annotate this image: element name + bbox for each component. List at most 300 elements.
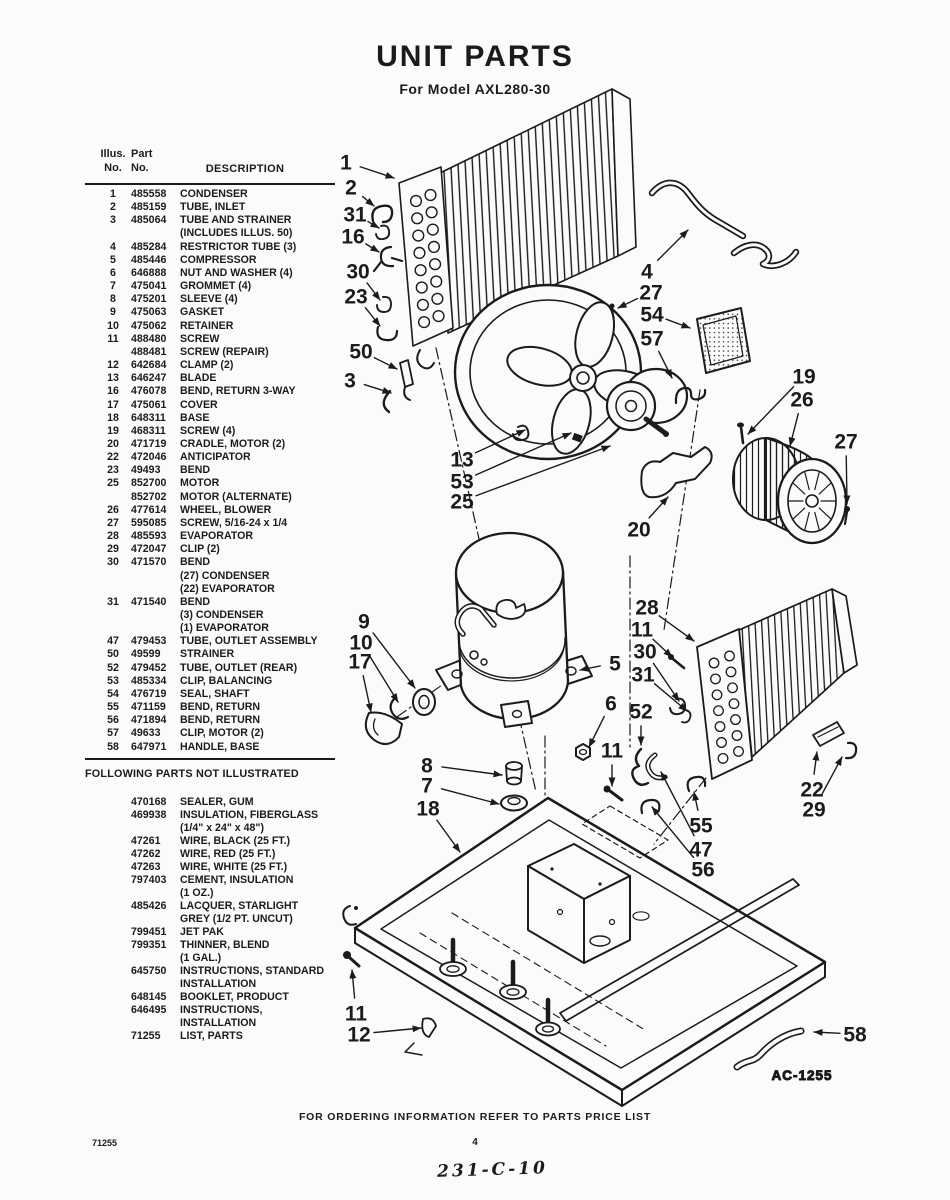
callout-50: 50: [349, 340, 373, 364]
callout-56: 56: [691, 858, 715, 882]
table-row: [85, 385, 345, 398]
table-row: [85, 491, 345, 504]
cell-illus-no: 47: [107, 635, 119, 648]
cell-description: BEND, RETURN 3-WAY: [180, 385, 296, 398]
col-header-illus-no: No.: [104, 162, 122, 174]
cell-description: TUBE, INLET: [180, 201, 246, 214]
illustrated-parts-rows: [85, 188, 345, 754]
cell-part-no: 485334: [131, 674, 167, 687]
cell-description: GASKET: [180, 306, 225, 319]
table-row: [85, 1030, 345, 1043]
table-row: [85, 517, 345, 530]
cell-part-no: 488480: [131, 332, 167, 345]
callout-4-leader: [658, 230, 688, 260]
cell-part-no: 647971: [131, 740, 167, 753]
cell-description: COMPRESSOR: [180, 253, 257, 266]
cell-description: BEND, RETURN: [180, 701, 261, 714]
callout-8-leader: [442, 767, 502, 775]
shaft-seal: [697, 308, 750, 373]
cell-description: COVER: [180, 398, 218, 411]
callout-11-leader: [352, 970, 355, 998]
cell-description: RETAINER: [180, 319, 234, 332]
callout-18-leader: [437, 820, 460, 852]
cell-illus-no: [95, 1004, 131, 1017]
cell-description: STRAINER: [180, 648, 235, 661]
callout-30-leader: [367, 283, 380, 300]
page-subtitle: For Model AXL280-30: [399, 81, 551, 97]
callout-30: 30: [346, 260, 370, 284]
cell-part-no: 485446: [131, 253, 167, 266]
cell-description: ANTICIPATOR: [180, 451, 251, 464]
cell-part-no: 475062: [131, 319, 167, 332]
table-row: [85, 320, 345, 333]
cell-description: BEND: [180, 595, 211, 608]
cell-part-no: 472046: [131, 451, 167, 464]
callout-19: 19: [792, 365, 816, 389]
cell-part-no: 469938: [131, 809, 167, 821]
callout-31: 31: [343, 203, 367, 227]
table-row: [85, 583, 345, 596]
table-row: [85, 464, 345, 477]
cell-description: BOOKLET, PRODUCT: [180, 991, 289, 1003]
table-row: [85, 556, 345, 569]
callout-22-leader: [814, 752, 817, 774]
table-row: [85, 861, 345, 874]
cell-part-no: [131, 887, 180, 900]
cell-part-no: 71255: [131, 1030, 161, 1042]
cover-gasket-retainer: [366, 689, 435, 744]
cell-description: INSTRUCTIONS, STANDARD: [180, 965, 324, 977]
table-row: [85, 1004, 345, 1017]
callout-55-leader: [694, 792, 698, 810]
callout-26-leader: [790, 414, 798, 446]
cell-part-no: 47263: [131, 861, 161, 873]
cell-part-no: 475063: [131, 306, 167, 319]
cell-description: EVAPORATOR: [180, 530, 253, 543]
cell-part-no: 477614: [131, 503, 167, 516]
callout-52: 52: [629, 700, 653, 724]
clamp-part: [422, 1018, 436, 1037]
cell-illus-no: [95, 939, 131, 952]
cell-part-no: 799451: [131, 926, 167, 938]
cell-part-no: 471159: [131, 701, 166, 714]
cell-illus-no: 27: [107, 516, 119, 529]
cell-description: WHEEL, BLOWER: [180, 503, 272, 516]
callout-30-leader: [653, 663, 679, 701]
cell-illus-no: [95, 570, 131, 583]
callout-6: 6: [605, 692, 617, 716]
cell-illus-no: 3: [110, 214, 116, 227]
callout-17-leader: [363, 676, 371, 712]
table-row: [85, 952, 345, 965]
table-row: [85, 727, 345, 740]
table-rule-top: [85, 183, 335, 185]
table-row: [85, 887, 345, 900]
figure-code: AC-1255: [771, 1068, 833, 1083]
cell-part-no: 475061: [131, 398, 167, 411]
restrictor-tubes: [652, 183, 796, 266]
cell-description: (1 GAL.): [180, 952, 222, 964]
cell-part-no: 799351: [131, 939, 167, 951]
cell-part-no: 485064: [131, 214, 167, 227]
callout-20: 20: [627, 518, 651, 542]
cell-part-no: 642684: [131, 359, 167, 372]
callout-7-leader: [442, 789, 499, 804]
table-row: [85, 359, 345, 372]
cell-description: SCREW (4): [180, 424, 236, 437]
table-row: [85, 412, 345, 425]
callout-29-leader: [821, 757, 842, 796]
page-title: UNIT PARTS: [376, 40, 574, 73]
cell-part-no: 472047: [131, 543, 167, 556]
table-row: [85, 741, 345, 754]
cell-part-no: 47261: [131, 835, 161, 847]
callout-13: 13: [450, 448, 474, 472]
cell-part-no: 648311: [131, 411, 166, 424]
cell-description: (3) CONDENSER: [180, 609, 264, 621]
cell-part-no: 852702: [131, 490, 167, 503]
callout-53: 53: [450, 470, 474, 494]
table-row: [85, 648, 345, 661]
footer-doc-number: 71255: [92, 1138, 118, 1148]
table-row: [85, 596, 345, 609]
cell-illus-no: [95, 952, 131, 965]
callout-3-leader: [364, 385, 391, 393]
cell-description: SEAL, SHAFT: [180, 687, 250, 700]
callout-55: 55: [689, 814, 713, 838]
cell-illus-no: 1: [110, 188, 116, 200]
table-row: [85, 991, 345, 1004]
callout-8: 8: [421, 754, 433, 778]
callout-58: 58: [843, 1023, 867, 1047]
cell-description: WIRE, BLACK (25 FT.): [180, 835, 291, 847]
cell-illus-no: 9: [110, 306, 116, 319]
callout-29: 29: [802, 798, 826, 822]
cell-description: HANDLE, BASE: [180, 740, 260, 753]
cell-illus-no: [95, 1017, 131, 1030]
cell-description: LACQUER, STARLIGHT: [180, 900, 299, 912]
cell-description: INSTALLATION: [180, 1017, 257, 1029]
table-row: [85, 835, 345, 848]
cell-description: CLIP (2): [180, 543, 220, 556]
cell-part-no: 488481: [131, 345, 167, 358]
cell-illus-no: [95, 965, 131, 978]
table-row: [85, 926, 345, 939]
cell-part-no: 468311: [131, 424, 166, 437]
cell-description: SCREW, 5/16-24 x 1/4: [180, 516, 288, 529]
cell-illus-no: [95, 609, 131, 622]
callout-23: 23: [344, 285, 368, 309]
callout-28: 28: [635, 596, 659, 620]
cell-part-no: 476078: [131, 385, 167, 398]
cell-description: CONDENSER: [180, 188, 248, 200]
not-illustrated-parts-rows: [85, 796, 345, 1043]
cell-illus-no: 6: [110, 266, 116, 279]
cell-part-no: [131, 227, 180, 240]
fan-illustration: [455, 285, 663, 459]
table-row: [85, 622, 345, 635]
table-row: [85, 227, 345, 240]
cell-description: (1) EVAPORATOR: [180, 622, 269, 635]
cell-description: GROMMET (4): [180, 280, 252, 293]
cell-description: MOTOR (ALTERNATE): [180, 490, 292, 503]
cell-part-no: [131, 622, 180, 635]
table-row: [85, 201, 345, 214]
cell-illus-no: 20: [107, 437, 119, 450]
table-row: [85, 451, 345, 464]
base-handle: [737, 1031, 801, 1067]
cell-illus-no: 23: [107, 464, 119, 477]
cell-part-no: 470168: [131, 796, 167, 808]
cell-description: BLADE: [180, 372, 217, 385]
cell-description: SCREW (REPAIR): [180, 345, 269, 358]
table-row: [85, 306, 345, 319]
callout-27: 27: [639, 281, 663, 305]
cell-part-no: 648145: [131, 991, 167, 1003]
cell-description: INSTALLATION: [180, 978, 257, 990]
cell-illus-no: 57: [107, 727, 119, 740]
cell-part-no: 475201: [131, 293, 167, 306]
ordering-note: FOR ORDERING INFORMATION REFER TO PARTS PRICE LIST: [298, 1111, 652, 1123]
table-row: [85, 530, 345, 543]
cell-part-no: 471894: [131, 714, 167, 727]
table-row: [85, 280, 345, 293]
cell-part-no: 49633: [131, 727, 161, 740]
cell-part-no: [131, 570, 180, 583]
cell-part-no: [131, 952, 180, 965]
table-row: [85, 796, 345, 809]
cell-illus-no: 18: [107, 411, 119, 424]
table-row: [85, 714, 345, 727]
cell-illus-no: [95, 227, 131, 240]
cell-illus-no: 22: [107, 451, 119, 464]
table-row: [85, 438, 345, 451]
cell-part-no: 646495: [131, 1004, 167, 1016]
callout-27: 27: [834, 430, 858, 454]
cell-illus-no: 54: [107, 687, 119, 700]
table-row: [85, 874, 345, 887]
table-row: [85, 372, 345, 385]
callout-16: 16: [341, 225, 365, 249]
cell-description: MOTOR: [180, 477, 220, 490]
cell-illus-no: [95, 848, 131, 861]
cell-description: TUBE AND STRAINER: [180, 214, 292, 227]
table-row: [85, 662, 345, 675]
cell-illus-no: [95, 991, 131, 1004]
cell-description: NUT AND WASHER (4): [180, 266, 293, 279]
callout-54: 54: [640, 303, 664, 327]
callout-57: 57: [640, 327, 664, 351]
table-row: [85, 333, 345, 346]
motor-cradle: [641, 447, 711, 497]
callout-20-leader: [649, 497, 668, 518]
cell-illus-no: 2: [110, 201, 116, 214]
cell-illus-no: 31: [107, 595, 119, 608]
cell-part-no: 797403: [131, 874, 167, 886]
cell-description: SEALER, GUM: [180, 796, 254, 808]
table-row: [85, 965, 345, 978]
callout-2: 2: [345, 176, 357, 200]
table-row: [85, 809, 345, 822]
cell-part-no: 485284: [131, 240, 167, 253]
table-row: [85, 701, 345, 714]
not-illustrated-heading: FOLLOWING PARTS NOT ILLUSTRATED: [85, 768, 299, 780]
table-row: [85, 399, 345, 412]
callout-1-leader: [360, 167, 394, 178]
cell-part-no: 471540: [131, 595, 167, 608]
callout-7: 7: [421, 774, 433, 798]
callout-10: 10: [349, 631, 373, 655]
cell-illus-no: [95, 346, 131, 359]
cell-illus-no: [95, 978, 131, 991]
cell-part-no: 475041: [131, 280, 167, 293]
cell-description: RESTRICTOR TUBE (3): [180, 240, 297, 253]
cell-illus-no: [95, 861, 131, 874]
table-rule-middle: [85, 758, 335, 760]
table-row: [85, 267, 345, 280]
cell-description: GREY (1/2 PT. UNCUT): [180, 913, 293, 925]
cell-illus-no: 52: [107, 661, 119, 674]
table-row: [85, 939, 345, 952]
table-row: [85, 543, 345, 556]
cell-part-no: 645750: [131, 965, 167, 977]
col-header-illus: Illus.: [100, 148, 126, 160]
callout-12-leader: [374, 1028, 421, 1033]
callout-27-leader: [618, 299, 638, 308]
cell-part-no: 595085: [131, 516, 167, 529]
cell-part-no: [131, 583, 180, 596]
cell-description: (1/4" x 24" x 48"): [180, 822, 264, 834]
cell-description: INSTRUCTIONS,: [180, 1004, 263, 1016]
callout-25: 25: [450, 490, 474, 514]
cell-description: (1 OZ.): [180, 887, 214, 899]
cell-illus-no: 30: [107, 556, 119, 569]
cell-part-no: 485159: [131, 201, 167, 214]
cell-part-no: 471719: [131, 437, 167, 450]
table-row: [85, 900, 345, 913]
cell-part-no: 49599: [131, 648, 161, 661]
cell-illus-no: 11: [107, 332, 119, 345]
cell-illus-no: 10: [107, 319, 119, 332]
table-row: [85, 293, 345, 306]
callout-31: 31: [631, 663, 655, 687]
cell-description: SLEEVE (4): [180, 293, 238, 306]
callout-3: 3: [344, 369, 356, 393]
cell-part-no: [131, 913, 180, 926]
callout-19-leader: [748, 387, 794, 434]
cell-illus-no: [95, 622, 131, 635]
cell-part-no: 479452: [131, 661, 167, 674]
cell-description: CLIP, MOTOR (2): [180, 727, 264, 740]
cell-part-no: [131, 1017, 180, 1030]
cell-description: CRADLE, MOTOR (2): [180, 437, 286, 450]
col-header-part: Part: [131, 148, 153, 160]
cell-description: CLIP, BALANCING: [180, 674, 273, 687]
cell-description: CEMENT, INSULATION: [180, 874, 294, 886]
cell-illus-no: [95, 491, 131, 504]
callout-27-leader: [846, 456, 847, 504]
callout-16-leader: [366, 244, 379, 252]
base-pan-illustration: [343, 798, 825, 1106]
table-row: [85, 978, 345, 991]
callout-4: 4: [641, 260, 653, 284]
cell-description: TUBE, OUTLET (REAR): [180, 661, 298, 674]
cell-description: CLAMP (2): [180, 359, 234, 372]
table-row: [85, 848, 345, 861]
table-row: [85, 188, 345, 201]
cell-description: WIRE, RED (25 FT.): [180, 848, 276, 860]
callout-50-leader: [374, 358, 397, 369]
table-row: [85, 346, 345, 359]
cell-description: BEND, RETURN: [180, 714, 261, 727]
cell-illus-no: 13: [107, 372, 119, 385]
cell-part-no: [131, 978, 180, 991]
cell-part-no: 485593: [131, 530, 167, 543]
table-row: [85, 688, 345, 701]
cell-illus-no: [95, 926, 131, 939]
cell-part-no: 646247: [131, 372, 167, 385]
table-row: [85, 609, 345, 622]
cell-illus-no: 8: [110, 293, 116, 306]
cell-part-no: 471570: [131, 556, 167, 569]
callout-9-leader: [373, 633, 415, 688]
cell-description: (INCLUDES ILLUS. 50): [180, 227, 293, 240]
cell-part-no: 485426: [131, 900, 167, 912]
cell-illus-no: 28: [107, 530, 119, 543]
cell-description: THINNER, BLEND: [180, 939, 270, 951]
cell-illus-no: [95, 809, 131, 822]
col-header-part-no: No.: [131, 162, 149, 174]
col-header-description: DESCRIPTION: [205, 163, 285, 175]
cell-illus-no: 29: [107, 543, 119, 556]
table-row: [85, 1017, 345, 1030]
cell-illus-no: [95, 835, 131, 848]
cell-description: JET PAK: [180, 926, 224, 938]
cell-illus-no: [95, 583, 131, 596]
cell-part-no: [131, 609, 180, 622]
cell-part-no: 485558: [131, 188, 167, 200]
cell-illus-no: 7: [110, 280, 116, 293]
callout-56-leader: [652, 807, 693, 857]
cell-illus-no: 12: [107, 359, 119, 372]
cell-illus-no: [95, 1030, 131, 1043]
cell-part-no: 852700: [131, 477, 167, 490]
cell-illus-no: 16: [107, 385, 119, 398]
cell-illus-no: [95, 913, 131, 926]
table-row: [85, 822, 345, 835]
cell-illus-no: 17: [107, 398, 119, 411]
callout-11: 11: [600, 739, 624, 763]
table-row: [85, 570, 345, 583]
cell-description: TUBE, OUTLET ASSEMBLY: [180, 635, 318, 648]
cell-illus-no: [95, 874, 131, 887]
cell-illus-no: 50: [107, 648, 119, 661]
cell-description: BEND: [180, 556, 211, 569]
handwritten-code: 231-C-10: [436, 1158, 549, 1182]
callout-58-leader: [814, 1032, 840, 1033]
cell-illus-no: [95, 887, 131, 900]
table-row: [85, 675, 345, 688]
cell-description: LIST, PARTS: [180, 1030, 243, 1042]
callout-26: 26: [790, 388, 814, 412]
table-row: [85, 425, 345, 438]
cell-illus-no: [95, 796, 131, 809]
callout-10-leader: [369, 655, 398, 702]
cell-illus-no: 5: [110, 253, 116, 266]
callout-31-leader: [368, 222, 379, 228]
cell-part-no: [131, 822, 180, 835]
cell-illus-no: 26: [107, 503, 119, 516]
